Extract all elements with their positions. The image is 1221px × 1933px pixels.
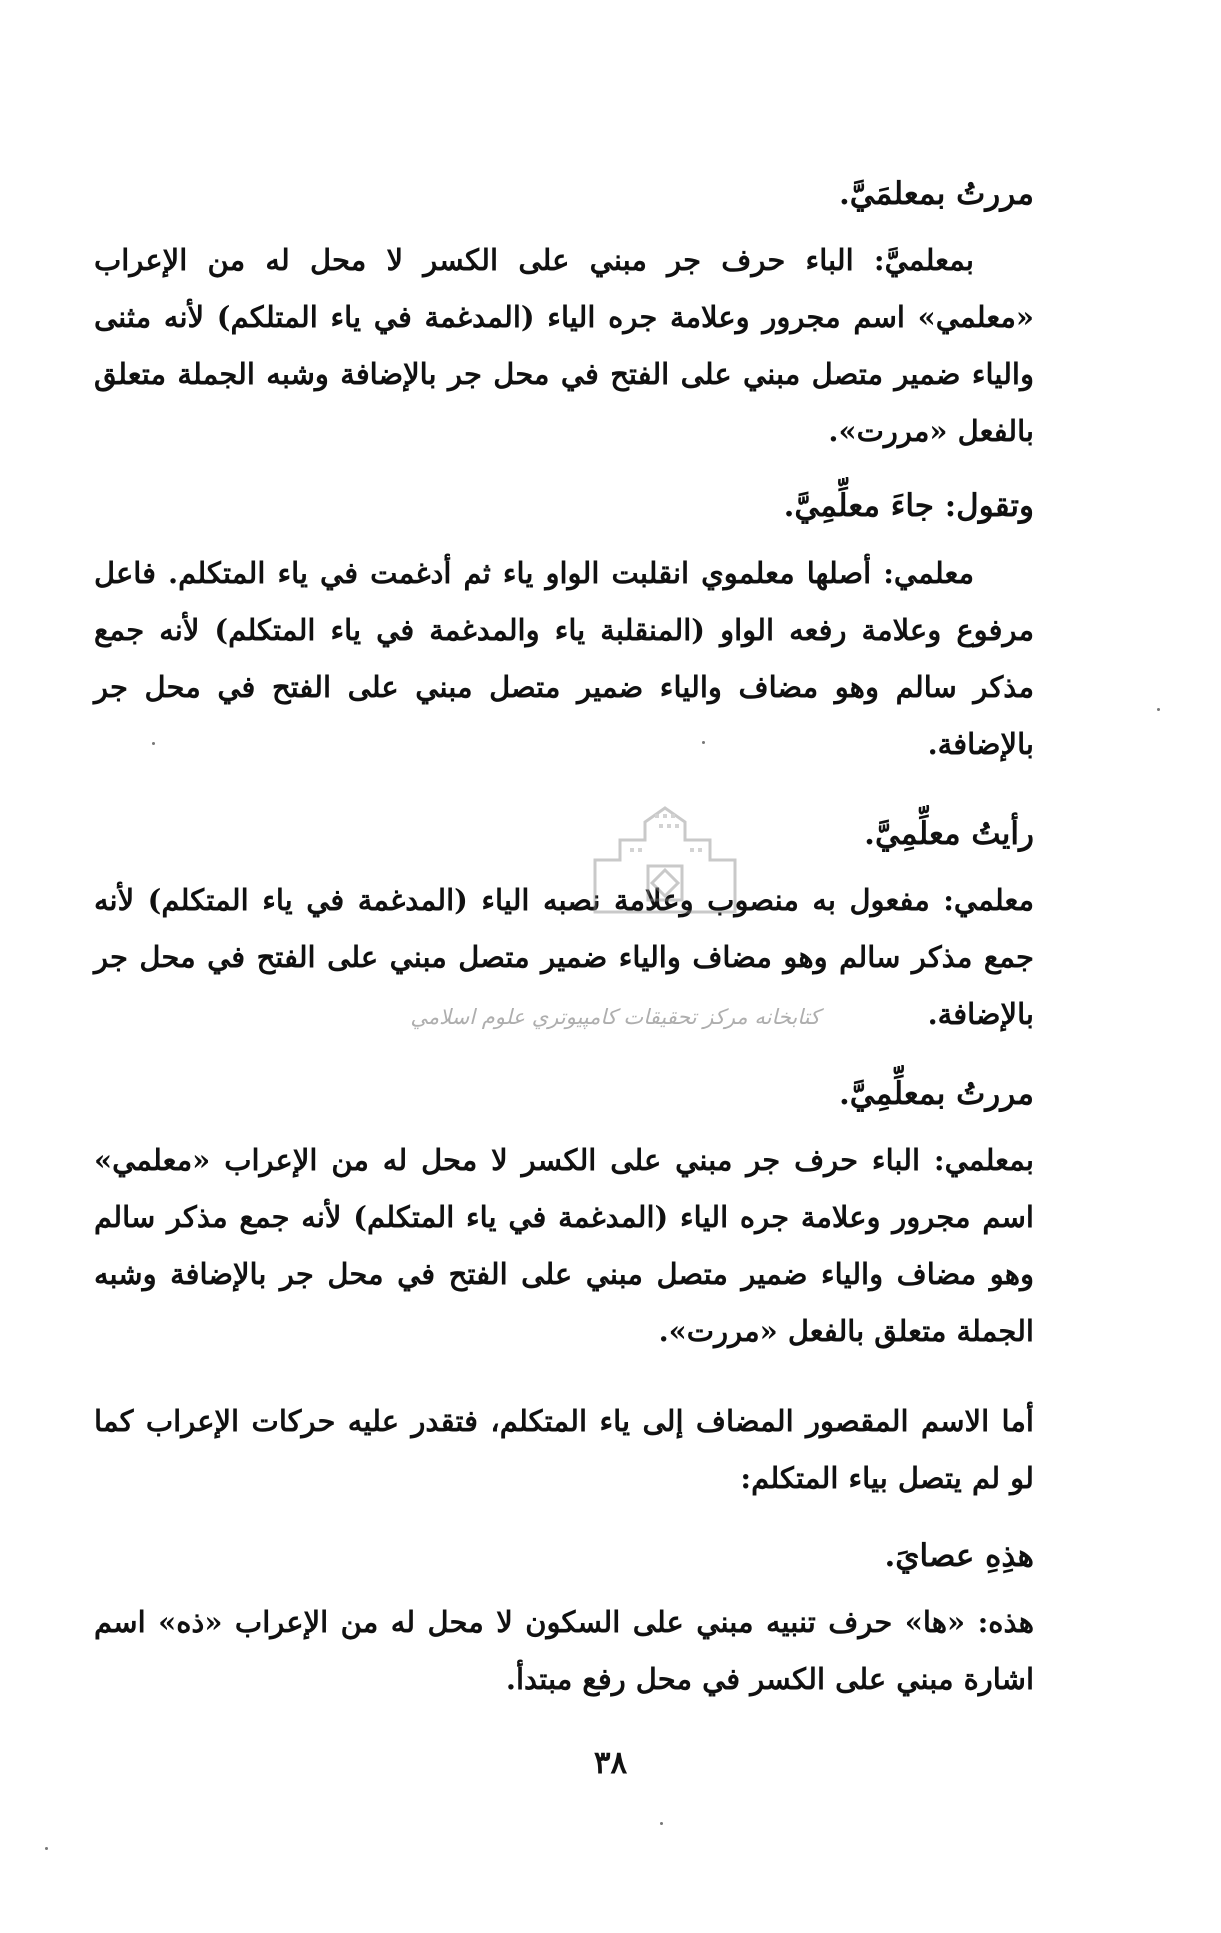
explanation-paragraph-5: هذه: «ها» حرف تنبيه مبني على السكون لا محل له من الإعراب «ذه» اسم اشارة مبني على الكسر في محل رفع مبتدأ. xyxy=(94,1605,1034,1696)
scan-speck xyxy=(660,1822,663,1825)
scan-speck xyxy=(152,742,155,745)
example-heading-5: هذِهِ عصايَ. xyxy=(884,1538,1034,1574)
scan-speck xyxy=(1157,708,1160,711)
scan-speck xyxy=(45,1847,48,1850)
explanation-paragraph-2: معلمي: أصلها معلموي انقلبت الواو ياء ثم أدغمت في ياء المتكلم. فاعل مرفوع وعلامة رفعه الواو (المنقلبة ياء والمدغمة في ياء المتكلم) لأنه جمع مذكر سالم وهو مضاف والياء ضمير متصل مبني على الفتح في محل جر بالإضافة. xyxy=(94,556,1034,761)
maqsur-paragraph: أما الاسم المقصور المضاف إلى ياء المتكلم، فتقدر عليه حركات الإعراب كما لو لم يتصل بياء المتكلم: xyxy=(94,1404,1034,1495)
example-heading-3: رأيتُ معلِّمِيَّ. xyxy=(864,816,1034,852)
page-number: ٣٨ xyxy=(593,1745,628,1781)
scan-speck xyxy=(702,741,705,744)
example-heading-4: مررتُ بمعلِّمِيَّ. xyxy=(839,1076,1034,1112)
example-heading-1: مررتُ بمعلمَيَّ. xyxy=(839,176,1034,212)
explanation-paragraph-3: معلمي: مفعول به منصوب وعلامة نصبه الياء (المدغمة في ياء المتكلم) لأنه جمع مذكر سالم وهو مضاف والياء ضمير متصل مبني على الفتح في محل جر بالإضافة. xyxy=(94,883,1034,1031)
explanation-paragraph-4: بمعلمي: الباء حرف جر مبني على الكسر لا محل له من الإعراب «معلمي» اسم مجرور وعلامة جره الياء (المدغمة في ياء المتكلم) لأنه جمع مذكر سالم وهو مضاف والياء ضمير متصل مبني على الفتح في محل جر بالإضافة وشبه الجملة متعلق بالفعل «مررت». xyxy=(94,1143,1034,1348)
explanation-paragraph-1: بمعلميَّ: الباء حرف جر مبني على الكسر لا محل له من الإعراب «معلمي» اسم مجرور وعلامة جره الياء (المدغمة في ياء المتلكم) لأنه مثنى والياء ضمير متصل مبني على الفتح في محل جر بالإضافة وشبه الجملة متعلق بالفعل «مررت». xyxy=(94,243,1034,448)
watermark-logo-icon xyxy=(560,800,770,920)
watermark-caption: كتابخانه مركز تحقيقات كامپيوتري علوم اسلامي xyxy=(410,1005,820,1029)
example-heading-2: وتقول: جاءَ معلِّمِيَّ. xyxy=(783,488,1034,524)
